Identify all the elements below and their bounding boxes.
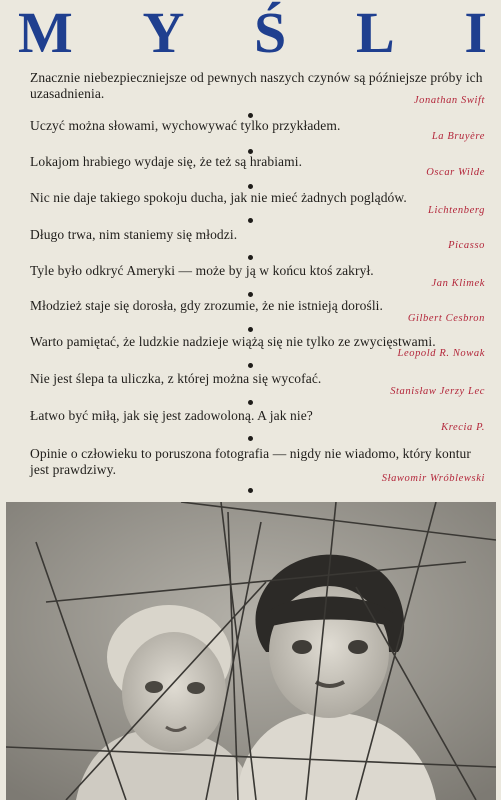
title-letter: M: [18, 0, 73, 65]
quote-author: Gilbert Cesbron: [407, 313, 485, 324]
title-letter: Ś: [254, 0, 287, 65]
quote-text: Nic nie daje takiego spokoju ducha, jak nie mieć żadnych poglądów.: [30, 190, 407, 205]
vintage-children-photo-icon: [6, 502, 496, 800]
quote-author: Sławomir Wróblewski: [381, 473, 485, 484]
title-letter: I: [464, 0, 487, 65]
quote-author: Picasso: [448, 240, 485, 251]
separator-dot: [248, 436, 253, 441]
quote-author: Lichtenberg: [428, 205, 485, 216]
quote-author: Jan Klimek: [431, 278, 485, 289]
quote-text: Nie jest ślepa ta uliczka, z której można się wycofać.: [30, 371, 322, 386]
separator-dot: [248, 363, 253, 368]
quote-text: Uczyć można słowami, wychowywać tylko przykładem.: [30, 118, 341, 133]
separator-dot: [248, 327, 253, 332]
separator-dot: [248, 400, 253, 405]
quote-text: Tyle było odkryć Ameryki — może by ją w końcu ktoś zakrył.: [30, 263, 374, 278]
separator-dot: [248, 184, 253, 189]
quote-author: Jonathan Swift: [413, 95, 485, 106]
quote-author: Leopold R. Nowak: [397, 348, 485, 359]
title-letter: L: [356, 0, 395, 65]
quote-author: La Bruyère: [431, 131, 485, 142]
quote-author: Krecia P.: [441, 422, 485, 433]
separator-dot: [248, 292, 253, 297]
quote-text: Młodzież staje się dorosła, gdy zrozumie, że nie istnieją dorośli.: [30, 298, 383, 313]
quote-author: Oscar Wilde: [426, 167, 485, 178]
quote-text: Znacznie niebezpieczniejsze od pewnych naszych czynów są późniejsze próby ich uzasadnienia.: [30, 70, 483, 101]
photo-illustration: [6, 502, 496, 800]
quote-text: Lokajom hrabiego wydaje się, że też są hrabiami.: [30, 154, 303, 169]
title-letter: Y: [142, 0, 185, 65]
quote-text: Długo trwa, nim staniemy się młodzi.: [30, 227, 238, 242]
separator-dot: [248, 218, 253, 223]
quote-author: Stanisław Jerzy Lec: [390, 386, 485, 397]
quote-text: Łatwo być miłą, jak się jest zadowoloną. A jak nie?: [30, 408, 313, 423]
separator-dot: [248, 488, 253, 493]
quote-text: Opinie o człowieku to poruszona fotografia — nigdy nie wiadomo, który kontur jest prawdziwy.: [30, 446, 472, 477]
quote-text: Warto pamiętać, że ludzkie nadzieje wiążą się nie tylko ze zwycięstwami.: [30, 334, 436, 349]
separator-dot: [248, 255, 253, 260]
